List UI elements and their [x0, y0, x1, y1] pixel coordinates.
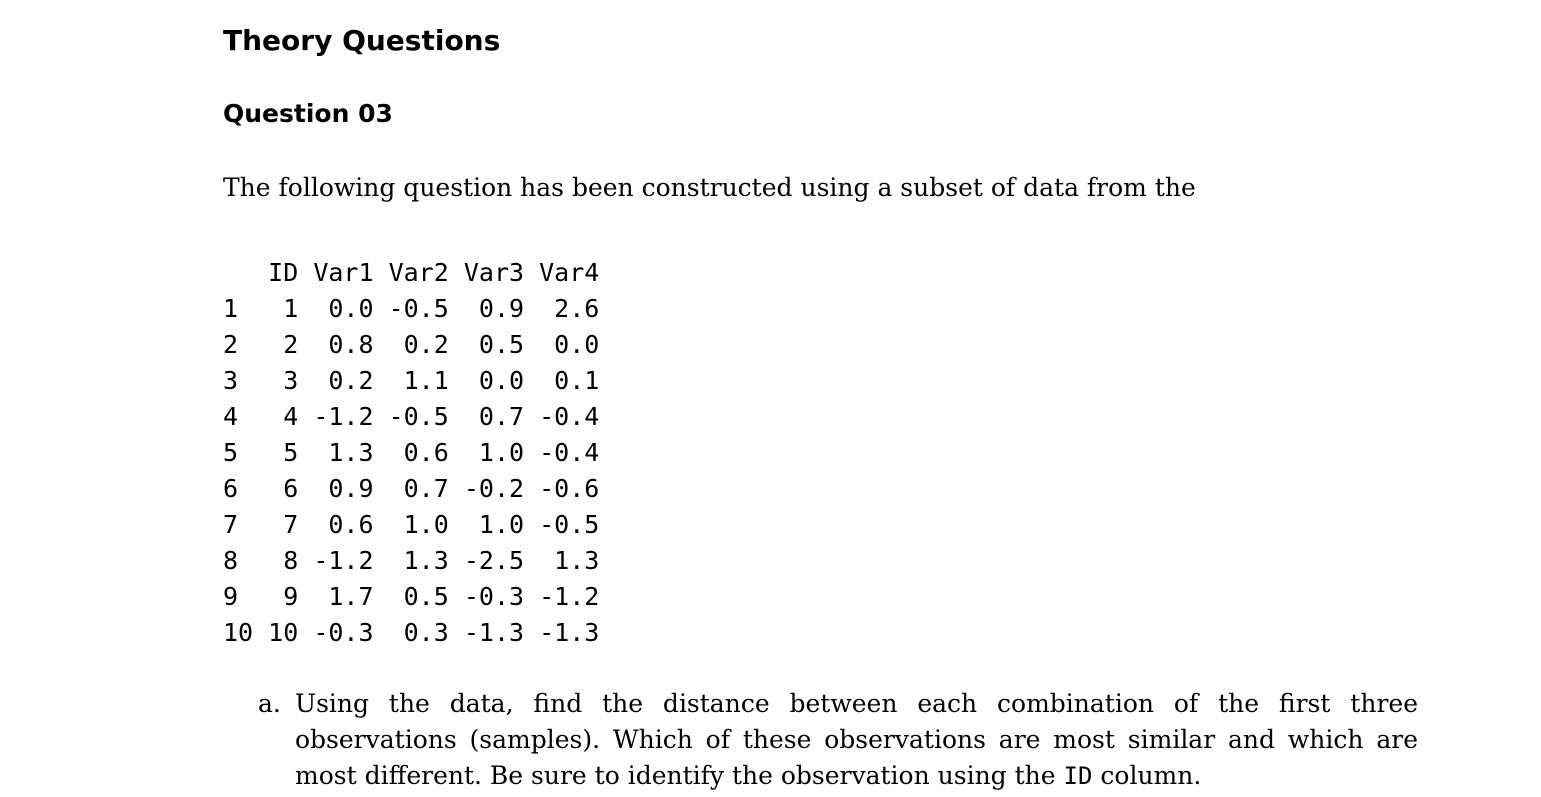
- table-header-row: [223, 255, 599, 291]
- row-name-cell: 9: [223, 582, 254, 611]
- row-name-cell: 10: [223, 618, 254, 647]
- table-row: [223, 579, 599, 615]
- table-cell: 0.2: [373, 330, 449, 359]
- section-title: Theory Questions: [223, 24, 501, 57]
- row-name-cell: 2: [223, 330, 254, 359]
- table-header-cell: Var2: [373, 258, 449, 287]
- table-cell: 0.2: [298, 366, 374, 395]
- table-cell: 2.6: [524, 294, 600, 323]
- table-cell: 0.0: [524, 330, 600, 359]
- table-cell: 0.5: [448, 330, 525, 359]
- table-cell: -1.2: [524, 582, 600, 611]
- question-text: Using the data, find the distance between each combination of the first three observations (samples). Which of these observations are most similar and which are most different. Be sure to identify the observation using the: [295, 689, 1418, 790]
- table-cell: 1.7: [298, 582, 374, 611]
- data-table: [223, 255, 599, 651]
- table-cell: 9: [253, 582, 299, 611]
- table-cell: 0.6: [373, 438, 449, 467]
- table-cell: 1.3: [373, 546, 449, 575]
- table-cell: 8: [253, 546, 299, 575]
- row-name-cell: 8: [223, 546, 254, 575]
- table-cell: 1.0: [373, 510, 449, 539]
- table-cell: 0.8: [298, 330, 374, 359]
- table-cell: -0.3: [298, 618, 374, 647]
- intro-paragraph: The following question has been constructed using a subset of data from the: [223, 173, 1196, 202]
- table-cell: 0.5: [373, 582, 449, 611]
- table-cell: -1.3: [448, 618, 525, 647]
- row-name-cell: 1: [223, 294, 254, 323]
- table-cell: 5: [253, 438, 299, 467]
- table-row: [223, 615, 599, 651]
- table-header-cell: Var3: [448, 258, 525, 287]
- question-marker: a.: [258, 689, 281, 718]
- question-list: [258, 686, 1418, 794]
- table-cell: -0.3: [448, 582, 525, 611]
- table-cell: 1.3: [524, 546, 600, 575]
- row-name-cell: 5: [223, 438, 254, 467]
- row-name-cell: 4: [223, 402, 254, 431]
- table-cell: 0.9: [298, 474, 374, 503]
- table-cell: -0.2: [448, 474, 525, 503]
- table-cell: 0.6: [298, 510, 374, 539]
- table-cell: -0.5: [373, 402, 449, 431]
- table-header-cell: [223, 258, 253, 287]
- table-cell: -1.2: [298, 402, 374, 431]
- table-row: [223, 507, 599, 543]
- table-cell: 1.0: [448, 510, 525, 539]
- table-row: [223, 543, 599, 579]
- question-text-end: column.: [1100, 761, 1202, 790]
- table-cell: 10: [253, 618, 299, 647]
- table-row: [223, 399, 599, 435]
- table-cell: -1.3: [524, 618, 600, 647]
- table-cell: -1.2: [298, 546, 374, 575]
- table-row: [223, 327, 599, 363]
- table-cell: -0.5: [373, 294, 449, 323]
- table-cell: 2: [253, 330, 299, 359]
- table-cell: 7: [253, 510, 299, 539]
- table-cell: -2.5: [448, 546, 525, 575]
- table-cell: 3: [253, 366, 299, 395]
- table-cell: 1.3: [298, 438, 374, 467]
- question-title: Question 03: [223, 99, 393, 128]
- table-cell: 6: [253, 474, 299, 503]
- table-cell: 0.1: [524, 366, 600, 395]
- table-cell: -0.4: [524, 438, 600, 467]
- table-cell: 1: [253, 294, 299, 323]
- table-row: [223, 435, 599, 471]
- table-header-cell: Var4: [524, 258, 600, 287]
- table-cell: 0.7: [373, 474, 449, 503]
- table-cell: 0.0: [448, 366, 525, 395]
- table-header-cell: Var1: [298, 258, 374, 287]
- table-cell: -0.5: [524, 510, 600, 539]
- table-cell: 0.0: [298, 294, 374, 323]
- id-column-code: ID: [1063, 762, 1093, 790]
- table-row: [223, 363, 599, 399]
- table-cell: 0.9: [448, 294, 525, 323]
- table-cell: 4: [253, 402, 299, 431]
- row-name-cell: 7: [223, 510, 254, 539]
- table-cell: 0.7: [448, 402, 525, 431]
- table-cell: 1.0: [448, 438, 525, 467]
- table-cell: -0.4: [524, 402, 600, 431]
- table-cell: 0.3: [373, 618, 449, 647]
- table-row: [223, 291, 599, 327]
- question-item-a: [258, 686, 1418, 794]
- table-header-cell: ID: [253, 258, 299, 287]
- row-name-cell: 6: [223, 474, 254, 503]
- table-cell: 1.1: [373, 366, 449, 395]
- table-row: [223, 471, 599, 507]
- table-cell: -0.6: [524, 474, 600, 503]
- row-name-cell: 3: [223, 366, 254, 395]
